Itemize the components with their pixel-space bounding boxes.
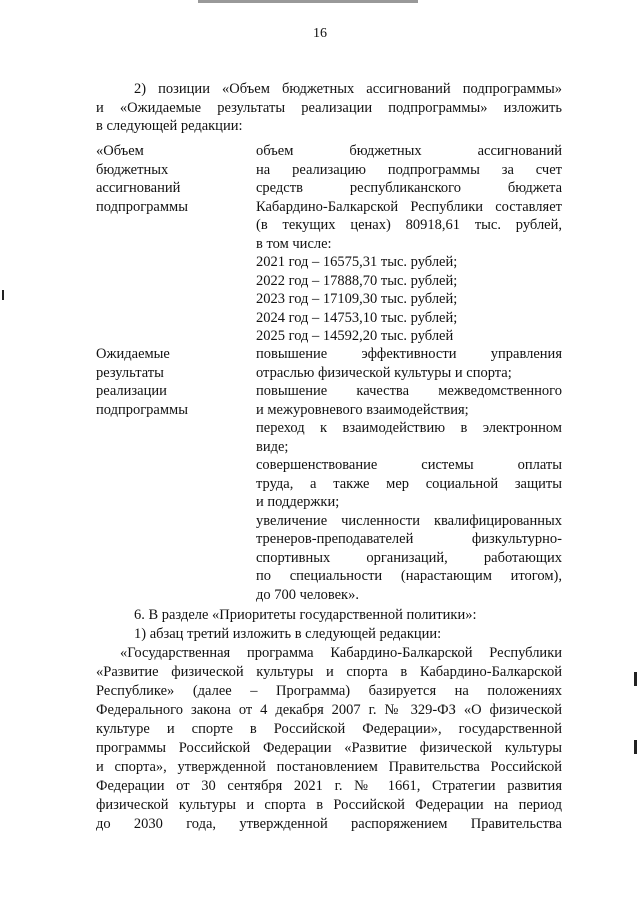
- intro-line-3: в следующей редакции:: [96, 118, 243, 134]
- scan-artifact-right-2: [634, 740, 637, 754]
- paragraph-line: физической культуры и спорта в Российской Федерации на период: [96, 797, 562, 813]
- row-label-line: результаты: [96, 364, 164, 381]
- row-label-line: бюджетных: [96, 161, 169, 178]
- row-value-line: тренеров-преподавателей физкультурно-: [256, 531, 562, 547]
- paragraph-line: и спорта», утвержденной постановлением Правительства Российской: [96, 759, 562, 775]
- row-label-line: «Объем: [96, 143, 144, 159]
- row-value-line: спортивных организаций, работающих: [256, 549, 562, 566]
- row-value-line: труда, а также мер социальной защиты: [256, 475, 562, 492]
- section-line-2: 1) абзац третий изложить в следующей редакции:: [134, 626, 442, 642]
- row-value-line: виде;: [256, 438, 289, 455]
- row-label-line: Ожидаемые: [96, 346, 170, 362]
- scan-artifact-right-1: [634, 672, 637, 686]
- paragraph-line: программы Российской Федерации «Развитие физической культуры: [96, 740, 562, 756]
- row-value-line: переход к взаимодействию в электронном: [256, 420, 562, 436]
- scan-artifact-top: [198, 0, 418, 3]
- row-value-line: отраслью физической культуры и спорта;: [256, 364, 512, 381]
- row-value-line: средств республиканского бюджета: [256, 180, 562, 196]
- row-value-line: повышение эффективности управления: [256, 346, 562, 362]
- row-value-line: 2025 год – 14592,20 тыс. рублей: [256, 328, 454, 344]
- row-value-line: повышение качества межведомственного: [256, 383, 562, 399]
- row-value-line: совершенствование системы оплаты: [256, 457, 562, 473]
- row-value-line: Кабардино-Балкарской Республики составляет: [256, 198, 562, 215]
- row-label-line: подпрограммы: [96, 401, 188, 418]
- body-paragraph: [96, 644, 562, 834]
- paragraph-line: «Развитие физической культуры и спорта в Кабардино-Балкарской: [96, 664, 562, 680]
- row-value-line: (в текущих ценах) 80918,61 тыс. рублей,: [256, 217, 562, 233]
- page-number: 16: [313, 26, 327, 41]
- paragraph-line: культуре и спорте в Российской Федерации», государственной: [96, 721, 562, 737]
- paragraph-line: «Государственная программа Кабардино-Балкарской Республики: [120, 645, 562, 661]
- row-value-results: [256, 345, 562, 604]
- table-row-budget: [96, 142, 562, 342]
- row-value-line: по специальности (нарастающим итогом),: [256, 568, 562, 584]
- intro-paragraph: [96, 80, 562, 136]
- intro-line-2: и «Ожидаемые результаты реализации подпрограммы» изложить: [96, 99, 562, 116]
- row-value-line: 2021 год – 16575,31 тыс. рублей;: [256, 254, 458, 270]
- row-value-line: и межуровневого взаимодействия;: [256, 401, 469, 418]
- row-label-line: реализации: [96, 383, 167, 399]
- scan-artifact-left: [2, 290, 4, 300]
- section-line-1: 6. В разделе «Приоритеты государственной политики»:: [134, 607, 477, 623]
- paragraph-line: Федерального закона от 4 декабря 2007 г. № 329-ФЗ «О физической: [96, 702, 562, 718]
- row-value-line: и поддержки;: [256, 494, 340, 510]
- paragraph-line: Федерации от 30 сентября 2021 г. № 1661, Стратегии развития: [96, 778, 562, 794]
- intro-line-1: 2) позиции «Объем бюджетных ассигнований подпрограммы»: [134, 81, 562, 97]
- row-value-line: 2022 год – 17888,70 тыс. рублей;: [256, 272, 458, 289]
- table-row-results: [96, 345, 562, 603]
- row-label-results: [96, 345, 236, 419]
- row-label-line: ассигнований: [96, 180, 181, 196]
- paragraph-line: Республике» (далее – Программа) базируется на положениях: [96, 683, 562, 699]
- row-value-line: в том числе:: [256, 235, 332, 252]
- row-label-budget: [96, 142, 236, 216]
- row-value-line: до 700 человек».: [256, 586, 359, 603]
- paragraph-line: до 2030 года, утвержденной распоряжением Правительства: [96, 816, 562, 832]
- row-value-line: 2024 год – 14753,10 тыс. рублей;: [256, 309, 458, 326]
- row-value-line: 2023 год – 17109,30 тыс. рублей;: [256, 291, 458, 307]
- row-value-budget: [256, 142, 562, 346]
- section-heading: [96, 606, 562, 644]
- row-value-line: на реализацию подпрограммы за счет: [256, 161, 562, 178]
- row-value-line: увеличение численности квалифицированных: [256, 512, 562, 529]
- row-label-line: подпрограммы: [96, 198, 188, 215]
- row-value-line: объем бюджетных ассигнований: [256, 143, 562, 159]
